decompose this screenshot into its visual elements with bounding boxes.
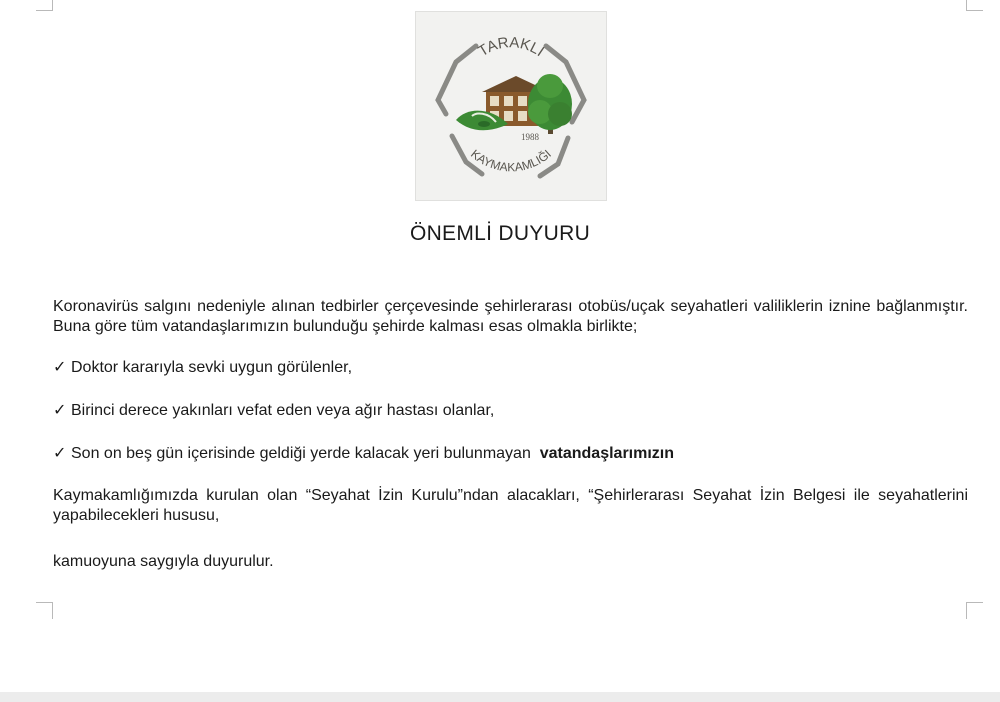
- logo-emblem: [416, 12, 606, 200]
- closing-line: kamuoyuna saygıyla duyurulur.: [53, 553, 274, 570]
- list-item-bold-text: vatandaşlarımızın: [539, 445, 675, 462]
- page-bottom-edge: [0, 692, 1000, 702]
- logo-top-text: TARAKLI: [475, 34, 548, 61]
- list-item: [53, 358, 968, 378]
- tarakli-kaymakamligi-logo: [415, 11, 607, 201]
- check-icon: ✓: [53, 359, 67, 376]
- body-paragraph: Kaymakamlığımızda kurulan olan “Seyahat İzin Kurulu”ndan alacakları, “Şehirlerarası Seyahat İzin Belgesi ile seyahatlerini yapabilecekleri hususu,: [53, 487, 968, 524]
- list-item-text: Doktor kararıyla sevki uygun görülenler,: [71, 359, 353, 376]
- list-item-text: Birinci derece yakınları vefat eden veya ağır hastası olanlar,: [71, 402, 495, 419]
- check-icon: ✓: [53, 402, 67, 419]
- document-title: ÖNEMLİ DUYURU: [409, 222, 591, 245]
- svg-text:TARAKLI: [475, 34, 547, 60]
- page-corner-mark: [966, 0, 983, 11]
- logo-bottom-text: KAYMAKAMLIĞI: [468, 146, 554, 175]
- list-item: [53, 444, 968, 464]
- check-icon: ✓: [53, 445, 67, 462]
- intro-paragraph: Koronavirüs salgını nedeniyle alınan tedbirler çerçevesinde şehirlerarası otobüs/uçak seyahatleri valiliklerin iznine bağlanmıştır. Buna göre tüm vatandaşlarımızın bulunduğu şehirde kalması esas olmakla birlikte;: [53, 298, 968, 335]
- page-corner-mark: [36, 602, 53, 619]
- logo-year: 1988: [521, 132, 539, 142]
- list-item: [53, 401, 968, 421]
- page-corner-mark: [966, 602, 983, 619]
- list-item-text: Son on beş gün içerisinde geldiği yerde kalacak yeri bulunmayan: [71, 445, 531, 462]
- page-corner-mark: [36, 0, 53, 11]
